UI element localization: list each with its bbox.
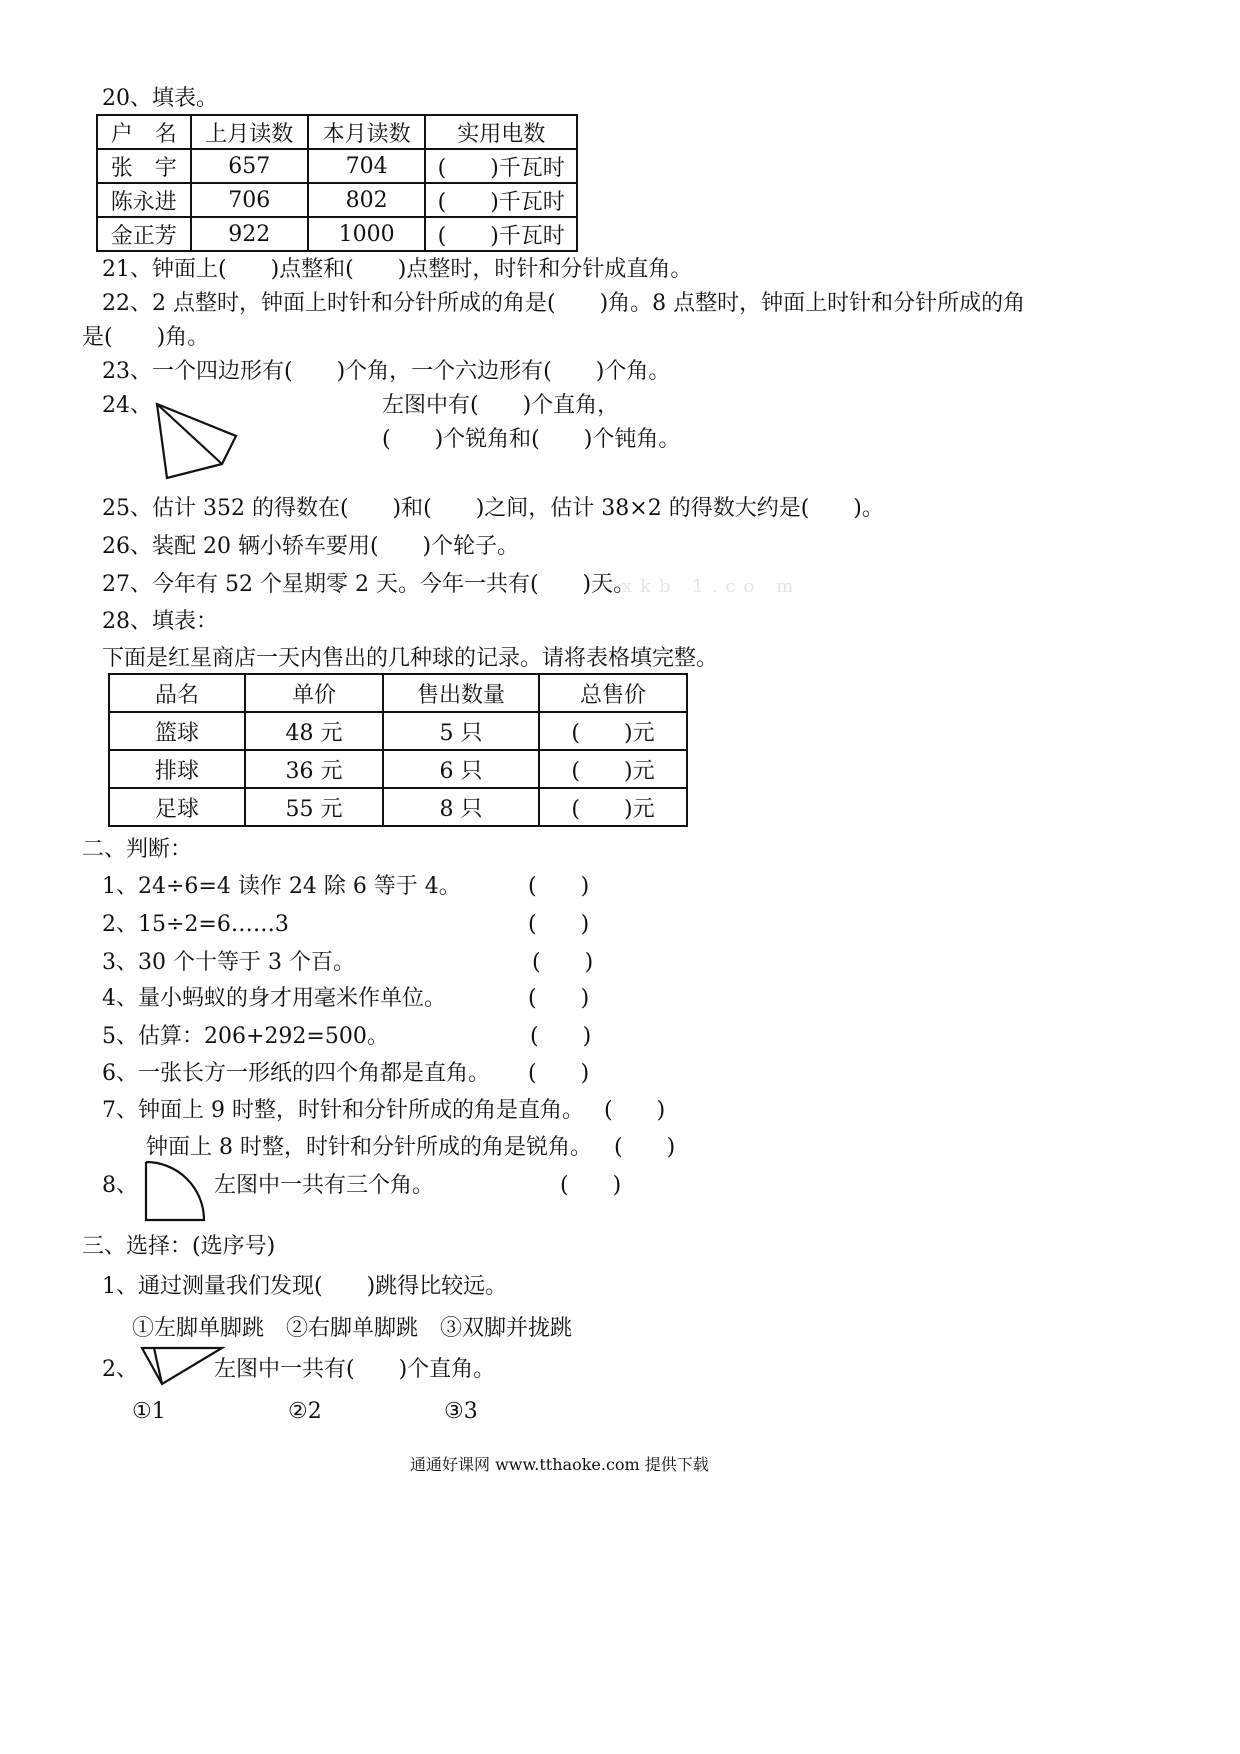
table-header-row <box>97 115 577 149</box>
table-cell: 足球 <box>109 788 245 826</box>
watermark: xkb 1.co m <box>622 576 802 597</box>
table-cell: 704 <box>308 149 425 183</box>
table-row <box>109 750 687 788</box>
q28-intro: 下面是红星商店一天内售出的几种球的记录。请将表格填完整。 <box>102 646 719 671</box>
answer-cell[interactable]: ( )千瓦时 <box>425 183 577 217</box>
q24-line2: ( )个锐角和( )个钝角。 <box>382 427 681 452</box>
footer-credit: 通通好课网 www.tthaoke.com 提供下载 <box>410 1455 709 1474</box>
answer-cell[interactable]: ( )千瓦时 <box>425 149 577 183</box>
q24-line1: 左图中有( )个直角， <box>382 393 620 418</box>
judge-item-text: 4、量小蚂蚁的身才用毫米作单位。 <box>102 986 446 1011</box>
answer-cell[interactable]: ( )千瓦时 <box>425 217 577 251</box>
diagonal-line <box>157 404 222 464</box>
table-cell: 36 元 <box>245 750 383 788</box>
table-cell: 金正芳 <box>97 217 191 251</box>
answer-cell[interactable]: ( )元 <box>539 750 687 788</box>
table-cell: 8 只 <box>383 788 539 826</box>
judge-blank[interactable]: ( ) <box>528 986 590 1011</box>
q21: 21、钟面上( )点整和( )点整时，时针和分针成直角。 <box>102 257 693 282</box>
q26: 26、装配 20 辆小轿车要用( )个轮子。 <box>102 534 520 559</box>
electricity-table <box>96 114 578 252</box>
quarter-circle-figure <box>142 1158 212 1224</box>
header-cell: 品名 <box>109 674 245 712</box>
table-cell: 657 <box>191 149 308 183</box>
quadrilateral-figure <box>150 396 245 486</box>
section3-title: 三、选择：(选序号) <box>82 1234 276 1259</box>
quarter-circle-shape <box>146 1162 204 1220</box>
judge-item-text: 5、估算：206+292=500。 <box>102 1024 389 1049</box>
q25: 25、估计 352 的得数在( )和( )之间，估计 38×2 的得数大约是( )。 <box>102 496 884 521</box>
judge-blank[interactable]: ( ) <box>560 1173 622 1198</box>
triangle-shape <box>142 1348 222 1384</box>
judge-item-text: 2、15÷2=6……3 <box>102 912 289 937</box>
answer-cell[interactable]: ( )元 <box>539 788 687 826</box>
q24-number: 24、 <box>102 393 152 418</box>
choice-q2-number: 2、 <box>102 1357 138 1382</box>
table-row <box>97 149 577 183</box>
table-cell: 张 宇 <box>97 149 191 183</box>
header-cell: 单价 <box>245 674 383 712</box>
section2-title: 二、判断： <box>82 837 193 862</box>
judge-item-text: 6、一张长方一形纸的四个角都是直角。 <box>102 1061 490 1086</box>
judge-item-text: 左图中一共有三个角。 <box>214 1173 435 1198</box>
table-row <box>97 217 577 251</box>
choice-q1: 1、通过测量我们发现( )跳得比较远。 <box>102 1274 508 1299</box>
table-cell: 55 元 <box>245 788 383 826</box>
judge-blank[interactable]: ( ) <box>604 1098 666 1123</box>
table-header-row <box>109 674 687 712</box>
table-cell: 1000 <box>308 217 425 251</box>
table-cell: 陈永进 <box>97 183 191 217</box>
table-cell: 6 只 <box>383 750 539 788</box>
q23: 23、一个四边形有( )个角，一个六边形有( )个角。 <box>102 359 671 384</box>
answer-cell[interactable]: ( )元 <box>539 712 687 750</box>
header-cell: 实用电数 <box>425 115 577 149</box>
judge-blank[interactable]: ( ) <box>528 912 590 937</box>
table-cell: 922 <box>191 217 308 251</box>
table-cell: 802 <box>308 183 425 217</box>
header-cell: 总售价 <box>539 674 687 712</box>
judge-blank[interactable]: ( ) <box>528 1061 590 1086</box>
choice-q2-option-1[interactable]: ①1 <box>132 1399 166 1424</box>
table-row <box>109 712 687 750</box>
ball-sales-table <box>108 673 688 827</box>
table-cell: 5 只 <box>383 712 539 750</box>
q22-line2: 是( )角。 <box>82 325 210 350</box>
judge-blank[interactable]: ( ) <box>530 1024 592 1049</box>
q28-title: 28、填表： <box>102 609 218 634</box>
table-cell: 48 元 <box>245 712 383 750</box>
table-cell: 篮球 <box>109 712 245 750</box>
table-cell: 排球 <box>109 750 245 788</box>
q20-title: 20、填表。 <box>102 86 218 111</box>
header-cell: 户 名 <box>97 115 191 149</box>
choice-q2: 左图中一共有( )个直角。 <box>214 1357 496 1382</box>
judge-item-number: 8、 <box>102 1173 138 1198</box>
judge-item-text: 7、钟面上 9 时整，时针和分针所成的角是直角。 <box>102 1098 584 1123</box>
header-cell: 本月读数 <box>308 115 425 149</box>
table-row <box>109 788 687 826</box>
judge-blank[interactable]: ( ) <box>528 874 590 899</box>
header-cell: 上月读数 <box>191 115 308 149</box>
judge-blank[interactable]: ( ) <box>532 950 594 975</box>
judge-item-text: 1、24÷6=4 读作 24 除 6 等于 4。 <box>102 874 461 899</box>
table-row <box>97 183 577 217</box>
choice-q2-option-2[interactable]: ②2 <box>288 1399 322 1424</box>
judge-item-text: 钟面上 8 时整，时针和分针所成的角是锐角。 <box>146 1135 592 1160</box>
choice-q2-option-3[interactable]: ③3 <box>444 1399 478 1424</box>
header-cell: 售出数量 <box>383 674 539 712</box>
q27: 27、今年有 52 个星期零 2 天。今年一共有( )天。 <box>102 572 636 597</box>
table-cell: 706 <box>191 183 308 217</box>
choice-q1-options[interactable]: ①左脚单脚跳 ②右脚单脚跳 ③双脚并拢跳 <box>132 1316 573 1341</box>
judge-item-text: 3、30 个十等于 3 个百。 <box>102 950 355 975</box>
judge-blank[interactable]: ( ) <box>614 1135 676 1160</box>
q22-line1: 22、2 点整时，钟面上时针和分针所成的角是( )角。8 点整时，钟面上时针和分针所成的角 <box>102 291 1026 316</box>
